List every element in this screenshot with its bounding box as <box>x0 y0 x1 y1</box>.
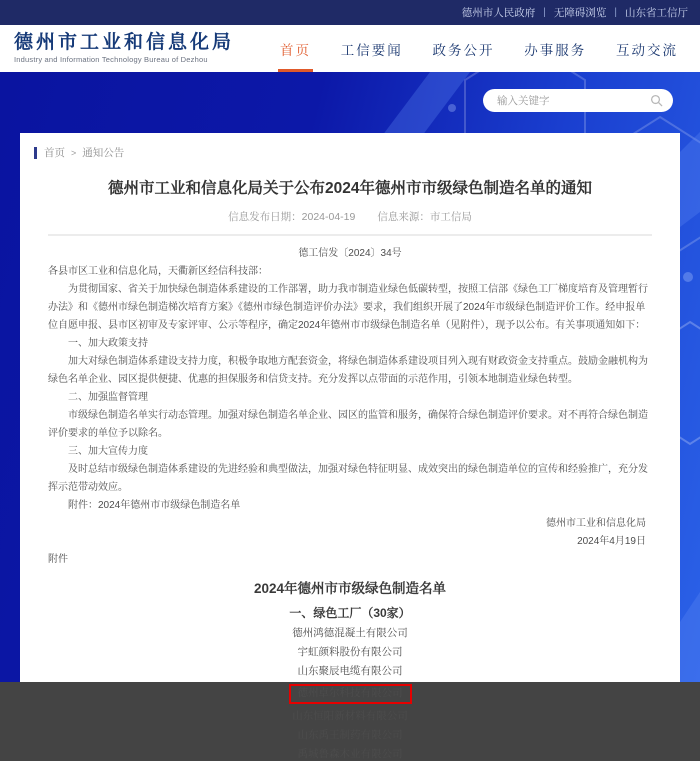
site-header <box>0 25 700 72</box>
company-list-item: 山东禹王制药有限公司 <box>297 728 403 741</box>
topbar-link[interactable]: 无障碍浏览 <box>553 7 607 19</box>
green-factory-list-heading: 一、绿色工厂（30家） <box>289 606 411 620</box>
meta-divider <box>48 234 652 236</box>
article-paragraph: 为贯彻国家、省关于加快绿色制造体系建设的工作部署，助力我市制造业绿色低碳转型，按照工信部《绿色工厂梯度培育及管理暂行办法》和《德州市绿色制造梯次培育方案》《德州市绿色制造评价办法》要求，我们组织开展了2024年市级绿色制造评价工作。经申报单位自愿申报、县市区初审及专家评审、公示等程序，确定2024年德州市市级绿色制造名单（见附件），现予以公布。有关事项通知如下： <box>48 284 648 331</box>
topbar <box>0 0 700 25</box>
site-name-en: Industry and Information Technology Bureau of Dezhou <box>14 55 208 65</box>
article-paragraph: 德工信发〔2024〕34号 <box>298 248 402 259</box>
topbar-links <box>462 5 688 20</box>
breadcrumb-link[interactable]: 通知公告 <box>82 147 125 159</box>
topbar-separator: | <box>543 7 546 18</box>
article-paragraph: 附件：2024年德州市市级绿色制造名单 <box>68 500 241 511</box>
article-body <box>48 245 652 569</box>
article-paragraph: 及时总结市级绿色制造体系建设的先进经验和典型做法，加强对绿色特征明显、成效突出的绿色制造单位的宣传和经验推广，充分发挥示范带动效应。 <box>48 464 648 493</box>
article-paragraph: 附件 <box>48 554 68 565</box>
article-paragraph: 一、加大政策支持 <box>68 338 148 349</box>
article-paragraph: 三、加大宣传力度 <box>68 446 148 457</box>
company-list <box>48 627 652 761</box>
article-paragraph: 各县市区工业和信息化局，天衢新区经信科技部： <box>48 266 268 277</box>
company-list-item: 宇虹颜料股份有限公司 <box>297 646 403 659</box>
site-logo[interactable] <box>14 31 235 65</box>
nav-item-link[interactable]: 办事服务 <box>524 42 587 58</box>
search-input[interactable] <box>497 95 650 107</box>
hero-background <box>0 72 700 760</box>
nav-item-home-active[interactable]: 首页 <box>280 25 311 72</box>
article-paragraph: 加大对绿色制造体系建设支持力度，积极争取地方配套资金，将绿色制造体系建设项目列入现有财政资金支持重点。鼓励金融机构为绿色名单企业、园区提供便捷、优惠的担保服务和信贷支持。充分发挥以点带面的示范作用，引领本地制造业绿色转型。 <box>48 356 648 385</box>
nav-item-link[interactable]: 政务公开 <box>432 42 495 58</box>
article-paragraph: 2024年4月19日 <box>577 536 646 547</box>
company-list-item <box>48 684 652 703</box>
breadcrumb-marker <box>34 147 37 159</box>
publish-date: 2024-04-19 <box>301 211 356 223</box>
topbar-link[interactable]: 山东省工信厅 <box>625 7 688 19</box>
publish-date-label: 信息发布日期： <box>228 211 302 223</box>
site-name-cn: 德州市工业和信息化局 <box>14 31 235 53</box>
article-paragraph: 德州市工业和信息化局 <box>546 518 646 529</box>
topbar-link[interactable]: 德州市人民政府 <box>461 7 536 19</box>
breadcrumb-link[interactable]: 首页 <box>44 147 65 159</box>
breadcrumb <box>34 145 652 160</box>
nav-item-link[interactable]: 互动交流 <box>616 42 678 58</box>
search-icon[interactable] <box>650 94 663 107</box>
search-box <box>483 89 673 112</box>
company-list-item: 山东恒阳新材料有限公司 <box>292 709 408 722</box>
breadcrumb-items <box>44 145 124 160</box>
article-meta <box>48 209 652 224</box>
article-paragraph: 市级绿色制造名单实行动态管理。加强对绿色制造名单企业、园区的监管和服务，确保符合绿色制造评价要求。对不再符合绿色制造评价要求的单位予以除名。 <box>48 410 648 439</box>
source-value: 市工信局 <box>429 211 472 223</box>
article-paragraph: 二、加强监督管理 <box>68 392 148 403</box>
company-list-item: 禹城鲁森木业有限公司 <box>297 747 403 760</box>
highlighted-company-red-box: 德州卓尔科技有限公司 <box>289 684 412 703</box>
company-list-item: 德州鸿德混凝土有限公司 <box>292 627 408 639</box>
article-title: 德州市工业和信息化局关于公布2024年德州市市级绿色制造名单的通知 <box>108 180 592 197</box>
company-list-item: 山东聚辰电缆有限公司 <box>297 665 403 678</box>
attachment-title: 2024年德州市市级绿色制造名单 <box>253 581 447 596</box>
topbar-separator: | <box>614 7 617 18</box>
breadcrumb-separator: > <box>71 147 77 158</box>
content-card <box>20 133 680 760</box>
source-label: 信息来源： <box>377 211 430 223</box>
nav-item-link[interactable]: 工信要闻 <box>340 42 403 58</box>
main-nav <box>268 25 690 72</box>
